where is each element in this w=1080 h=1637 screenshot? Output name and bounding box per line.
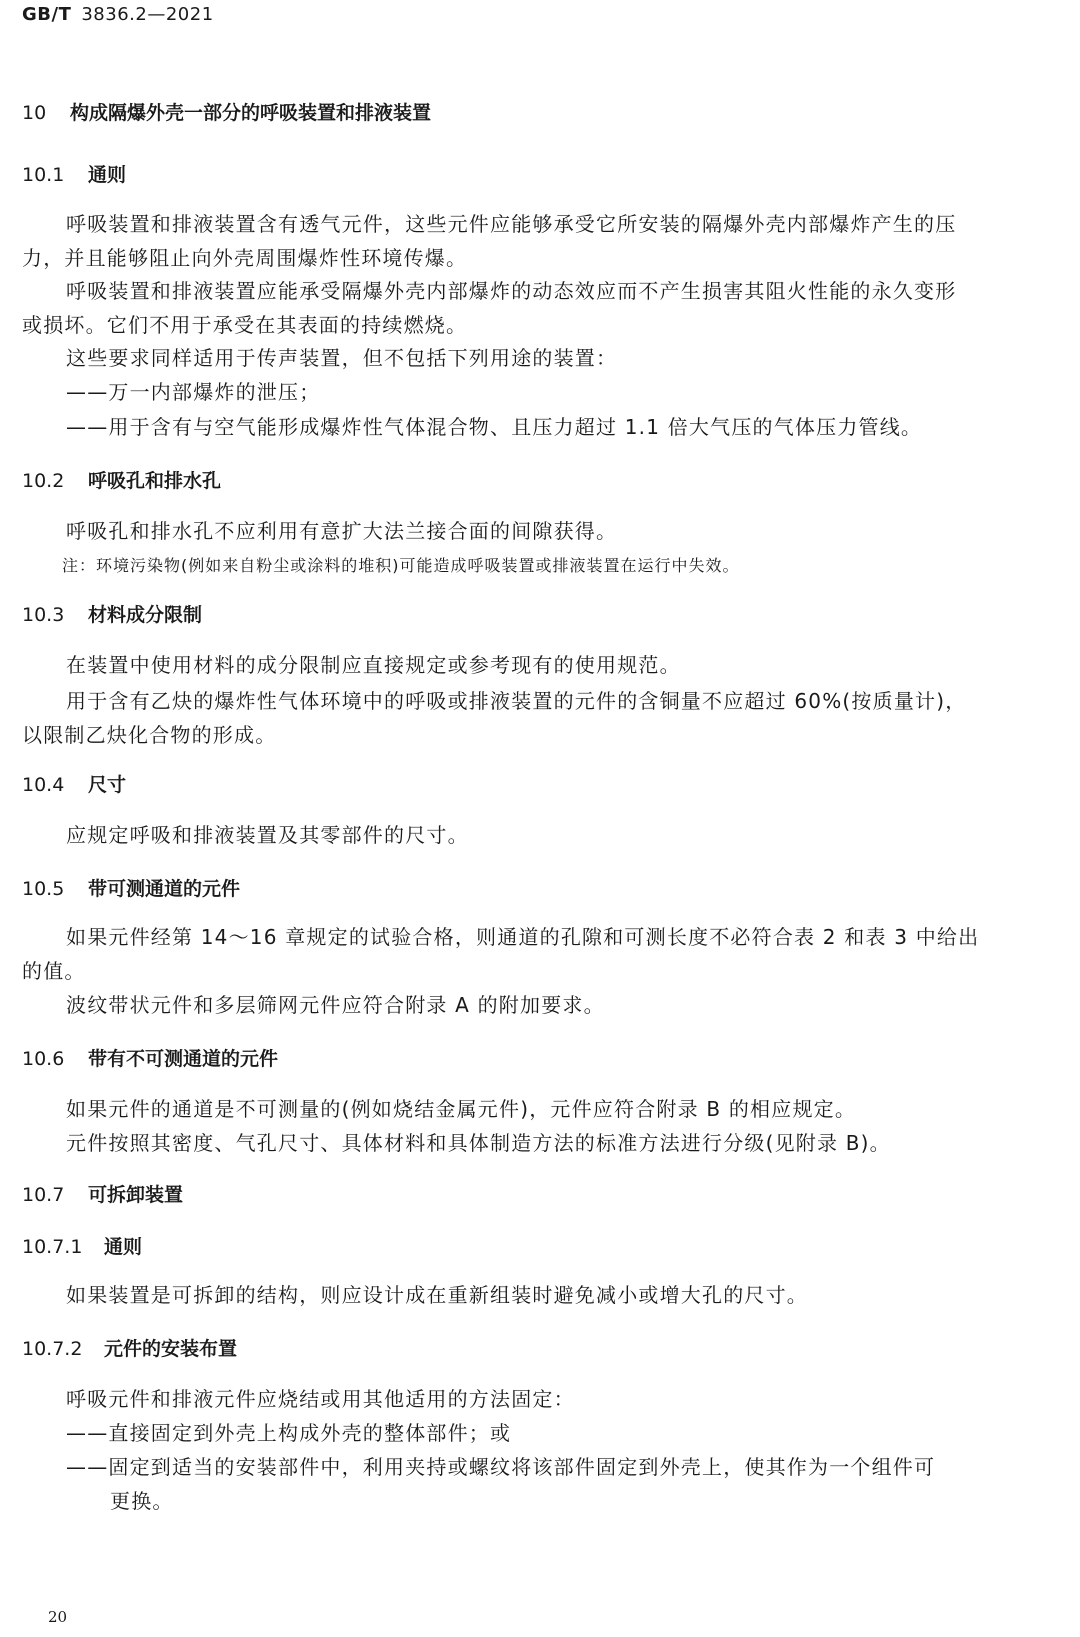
- section-title: 可拆卸装置: [88, 1184, 184, 1206]
- section-number: 10: [22, 102, 47, 124]
- section-heading-10-7: [22, 1180, 183, 1207]
- text-line: 的值。: [22, 959, 86, 983]
- section-title: 构成隔爆外壳一部分的呼吸装置和排液装置: [70, 102, 432, 124]
- note: 注：环境污染物(例如来自粉尘或涂料的堆积)可能造成呼吸装置或排液装置在运行中失效。: [62, 556, 740, 575]
- section-title: 通则: [88, 164, 127, 186]
- section-heading-10-3: [22, 600, 202, 627]
- section-heading-10-5: [22, 874, 240, 901]
- standard-prefix: GB/T: [22, 4, 72, 25]
- paragraph-10-5-2: 波纹带状元件和多层筛网元件应符合附录 A 的附加要求。: [66, 993, 605, 1017]
- text-line: 如果元件经第 14～16 章规定的试验合格，则通道的孔隙和可测长度不必符合表 2 和表 3 中给出: [66, 925, 980, 949]
- paragraph-10-2-1: 呼吸孔和排水孔不应利用有意扩大法兰接合面的间隙获得。: [66, 519, 618, 543]
- list-item: ——直接固定到外壳上构成外壳的整体部件；或: [66, 1421, 512, 1445]
- section-heading-10-1: [22, 160, 126, 187]
- section-number: 10.1: [22, 164, 65, 186]
- text-line: 用于含有乙炔的爆炸性气体环境中的呼吸或排液装置的元件的含铜量不应超过 60%(按质量计)，: [66, 689, 967, 713]
- section-number: 10.2: [22, 470, 65, 492]
- section-title: 尺寸: [88, 774, 127, 796]
- paragraph-10-7-2-1: 呼吸元件和排液元件应烧结或用其他适用的方法固定：: [66, 1387, 575, 1411]
- section-title: 材料成分限制: [88, 604, 203, 626]
- section-number: 10.7: [22, 1184, 65, 1206]
- text-line: ——固定到适当的安装部件中，利用夹持或螺纹将该部件固定到外壳上，使其作为一个组件可: [66, 1455, 936, 1479]
- standard-number: 3836.2—2021: [81, 4, 214, 25]
- paragraph-10-3-1: 在装置中使用材料的成分限制应直接规定或参考现有的使用规范。: [66, 653, 681, 677]
- section-heading-10-6: [22, 1044, 278, 1071]
- paragraph-10-3-2: [22, 684, 1062, 752]
- text-line: 以限制乙炔化合物的形成。: [22, 723, 277, 747]
- section-number: 10.4: [22, 774, 65, 796]
- paragraph-10-1-3: 这些要求同样适用于传声装置，但不包括下列用途的装置：: [66, 346, 618, 370]
- paragraph-10-1-1: [22, 207, 1062, 275]
- section-number: 10.6: [22, 1048, 65, 1070]
- section-heading-10-4: [22, 770, 126, 797]
- paragraph-10-6-2: 元件按照其密度、气孔尺寸、具体材料和具体制造方法的标准方法进行分级(见附录 B)。: [66, 1131, 891, 1155]
- paragraph-10-7-1-1: 如果装置是可拆卸的结构，则应设计成在重新组装时避免减小或增大孔的尺寸。: [66, 1283, 808, 1307]
- text-line: 呼吸装置和排液装置含有透气元件，这些元件应能够承受它所安装的隔爆外壳内部爆炸产生的压: [66, 212, 957, 236]
- section-heading-10: [22, 98, 431, 125]
- paragraph-10-1-2: [22, 274, 1062, 342]
- text-line: 力，并且能够阻止向外壳周围爆炸性环境传爆。: [22, 246, 468, 270]
- section-title: 带可测通道的元件: [88, 878, 241, 900]
- section-title: 通则: [104, 1236, 143, 1258]
- paragraph-10-6-1: 如果元件的通道是不可测量的(例如烧结金属元件)，元件应符合附录 B 的相应规定。: [66, 1097, 857, 1121]
- list-item: [22, 1450, 1062, 1518]
- section-heading-10-7-2: [22, 1334, 237, 1361]
- section-title: 呼吸孔和排水孔: [88, 470, 222, 492]
- section-title: 带有不可测通道的元件: [88, 1048, 279, 1070]
- paragraph-10-5-1: [22, 920, 1062, 988]
- page-number: 20: [48, 1608, 68, 1626]
- section-title: 元件的安装布置: [104, 1338, 238, 1360]
- text-line: 更换。: [110, 1489, 174, 1513]
- list-item: ——万一内部爆炸的泄压；: [66, 380, 321, 404]
- section-number: 10.7.2: [22, 1338, 83, 1360]
- list-item: ——用于含有与空气能形成爆炸性气体混合物、且压力超过 1.1 倍大气压的气体压力管线。: [66, 415, 923, 439]
- section-number: 10.7.1: [22, 1236, 83, 1258]
- text-line: 呼吸装置和排液装置应能承受隔爆外壳内部爆炸的动态效应而不产生损害其阻火性能的永久变形: [66, 279, 957, 303]
- standard-code: [22, 4, 214, 25]
- paragraph-10-4-1: 应规定呼吸和排液装置及其零部件的尺寸。: [66, 823, 469, 847]
- section-heading-10-2: [22, 466, 221, 493]
- section-number: 10.5: [22, 878, 65, 900]
- section-heading-10-7-1: [22, 1232, 142, 1259]
- section-number: 10.3: [22, 604, 65, 626]
- text-line: 或损坏。它们不用于承受在其表面的持续燃烧。: [22, 313, 468, 337]
